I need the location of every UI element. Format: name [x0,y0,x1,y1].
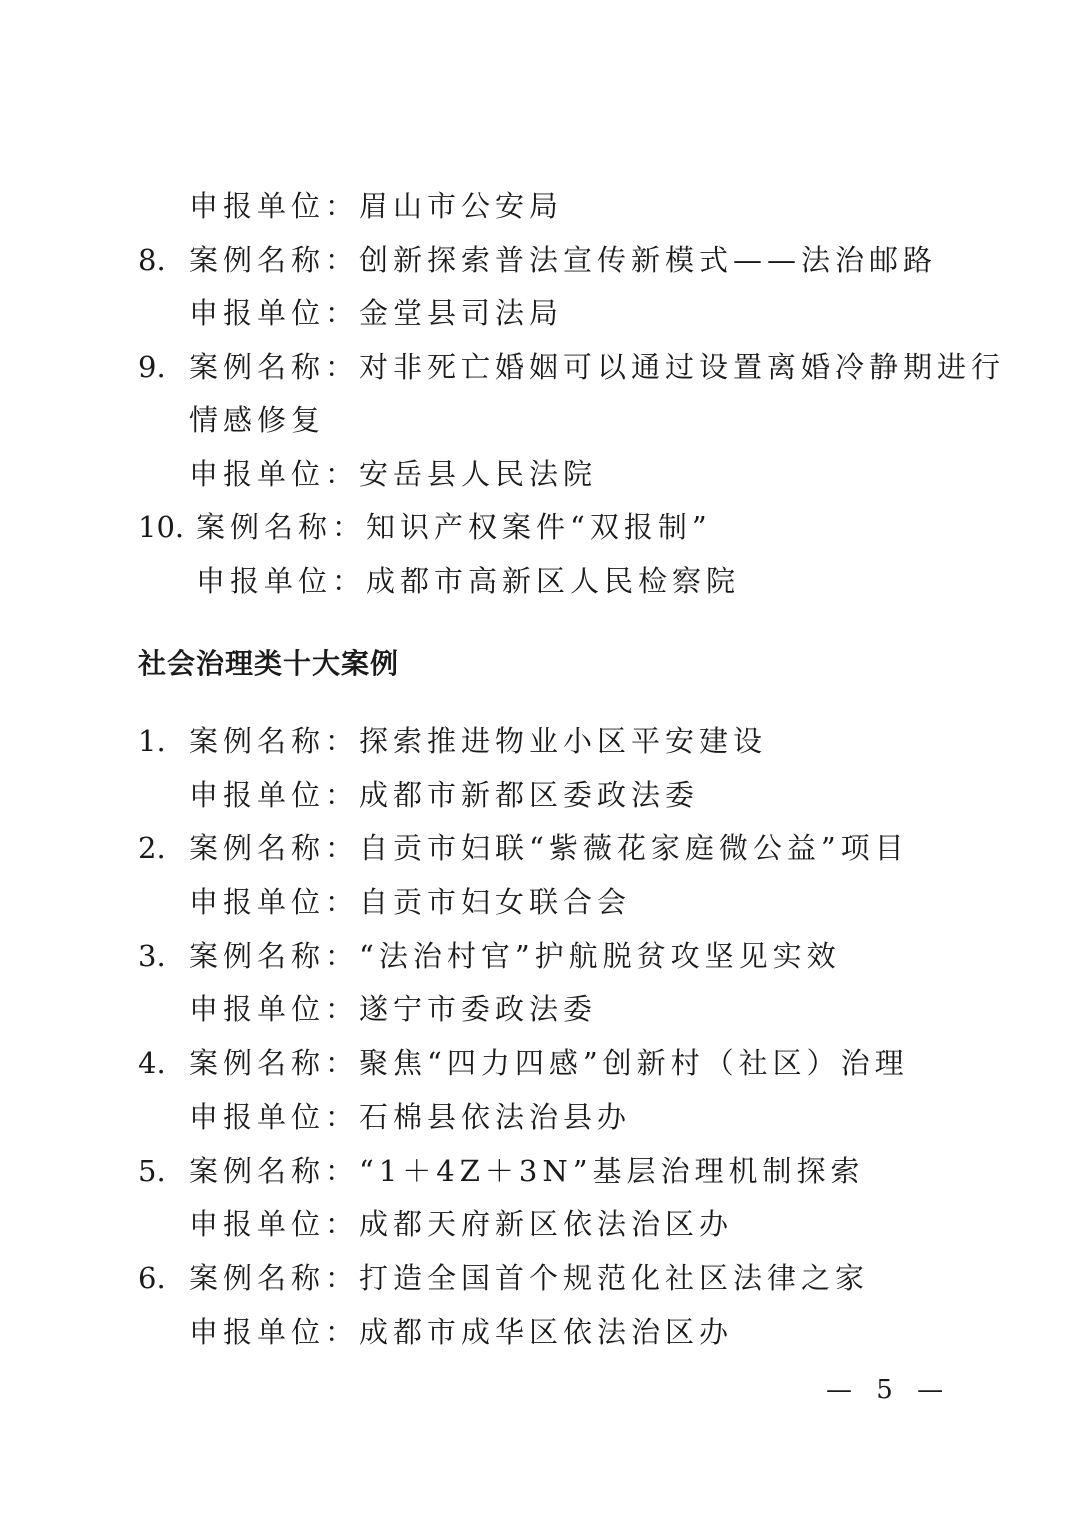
case-number: 10. [138,510,185,544]
case-name: 案例名称：自贡市妇联“紫薇花家庭微公益”项目 [189,831,909,865]
case-unit: 申报单位：成都市成华区依法治区办 [189,1315,734,1349]
case-name: 案例名称：知识产权案件“双报制” [196,510,712,544]
case-name-continued: 情感修复 [189,403,326,437]
case-name: 案例名称：“1＋4Z＋3N”基层治理机制探索 [189,1154,865,1188]
case-number: 4. [138,1046,166,1080]
case-name: 案例名称：探索推进物业小区平安建设 [189,724,768,758]
case-number: 5. [138,1154,166,1188]
case-unit: 申报单位：金堂县司法局 [189,296,564,330]
case-number: 1. [138,724,166,758]
case-unit: 申报单位：安岳县人民法院 [189,457,598,491]
case-number: 3. [138,939,166,973]
case-unit: 申报单位：石棉县依法治县办 [189,1100,632,1134]
section-heading: 社会治理类十大案例 [138,647,400,680]
case-unit: 申报单位：遂宁市委政法委 [189,992,598,1026]
case-unit: 申报单位：成都市高新区人民检察院 [196,564,741,598]
case-number: 6. [138,1261,166,1295]
case-name: 案例名称：“法治村官”护航脱贫攻坚见实效 [189,939,841,973]
case-name: 案例名称：聚焦“四力四感”创新村（社区）治理 [189,1046,909,1080]
case-number: 2. [138,831,166,865]
case-number: 8. [138,243,166,277]
page-number: — 5 — [826,1375,952,1405]
case-unit: 申报单位：眉山市公安局 [189,189,564,223]
case-number: 9. [138,350,166,384]
case-unit: 申报单位：成都市新都区委政法委 [189,778,700,812]
case-unit: 申报单位：自贡市妇女联合会 [189,885,632,919]
case-name: 案例名称：打造全国首个规范化社区法律之家 [189,1261,870,1295]
case-unit: 申报单位：成都天府新区依法治区办 [189,1207,734,1241]
case-name: 案例名称：创新探索普法宣传新模式——法治邮路 [189,243,938,277]
case-name: 案例名称：对非死亡婚姻可以通过设置离婚冷静期进行 [189,350,1006,384]
